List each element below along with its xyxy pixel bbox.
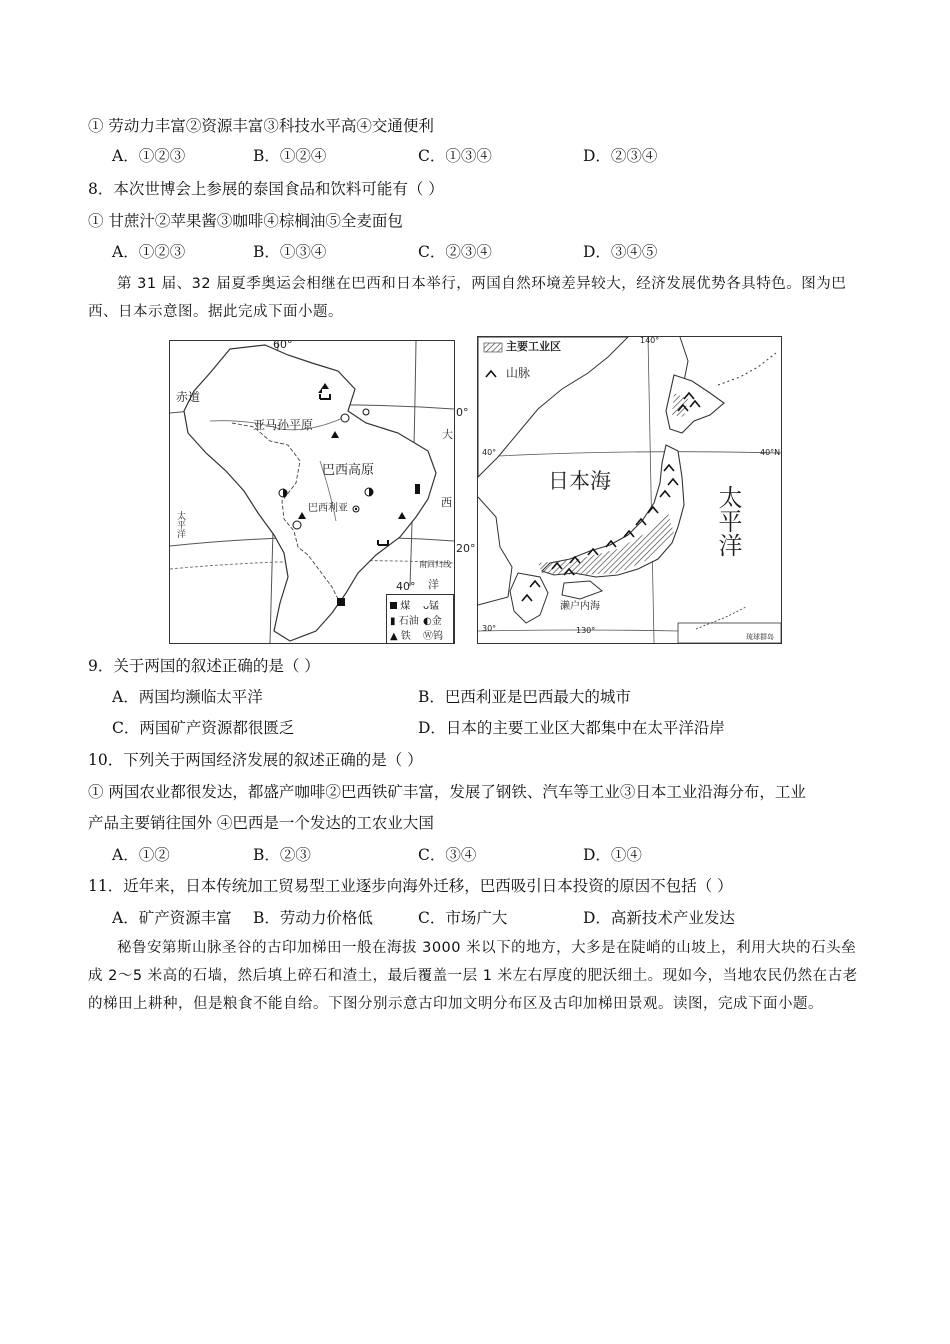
q7-option-c[interactable]: C．①③④ [418,147,492,165]
q10-option-a[interactable]: A．①② [112,846,170,864]
legend-iron: ▲ 铁 [390,631,411,642]
label-amazon-plain: 亚马孙平原 [253,418,314,432]
legend-industry-label: 主要工业区 [506,340,561,353]
q7-option-d[interactable]: D．②③④ [583,147,658,165]
q8-option-d[interactable]: D．③④⑤ [583,243,658,261]
q7-choices: ① 劳动力丰富②资源丰富③科技水平高④交通便利 [88,117,434,135]
q9-option-b[interactable]: B．巴西利亚是巴西最大的城市 [418,688,631,706]
lon140-line [648,337,654,643]
brazil-map [169,338,476,644]
label-xi: 西 [441,496,452,509]
shikoku-outline [562,581,602,599]
q9-option-d[interactable]: D．日本的主要工业区大都集中在太平洋沿岸 [418,719,725,737]
q10-choices-2: 产品主要销往国外 ④巴西是一个发达的工农业大国 [88,814,434,832]
q11-option-b[interactable]: B．劳动力价格低 [253,909,373,927]
legend-mountain-label: 山脉 [506,366,531,380]
legend-industry-swatch [484,343,502,352]
q11-option-d[interactable]: D．高新技术产业发达 [583,909,735,927]
q10-option-d[interactable]: D．①④ [583,846,642,864]
brazil-legend [386,594,454,644]
legend-gold: ◐金 [423,616,442,627]
label-ryukyu: 琉球群岛 [746,633,774,641]
label-lat40n: 40°N [760,448,781,457]
gold-symbol-3 [293,521,301,529]
intro-olympics: 第 31 届、32 届夏季奥运会相继在巴西和日本举行，两国自然环境差异较大，经济发展优势各具特色。图为巴西、日本示意图。据此完成下面小题。 [88,276,847,320]
tungsten-symbol-1 [341,414,349,422]
q9-stem: 9．关于两国的叙述正确的是（ ） [88,657,320,675]
legend-tungsten: Ⓦ钨 [423,631,443,642]
legend-oil: ▮ 石油 [390,616,419,627]
japan-map [477,336,782,644]
q8-stem: 8．本次世博会上参展的泰国食品和饮料可能有（ ） [88,180,444,198]
label-lon40: 40° [396,580,416,593]
q11-option-a[interactable]: A．矿产资源丰富 [112,909,232,927]
label-yang: 洋 [428,578,439,591]
label-brazil-plateau: 巴西高原 [322,463,375,478]
korea-coast [478,497,512,605]
label-brasilia: 巴西利亚 [308,503,348,514]
q11-option-c[interactable]: C．市场广大 [418,909,508,927]
kuril-islands [718,353,776,385]
q8-choices: ① 甘蔗汁②苹果酱③咖啡④棕榈油⑤全麦面包 [88,212,403,230]
label-lat30: 30° [482,624,497,633]
label-lon140: 140° [640,336,660,345]
lat40-line [478,452,781,457]
q11-stem: 11．近年来，日本传统加工贸易型工业逐步向海外迁移，巴西吸引日本投资的原因不包括（ ） [88,877,733,895]
q8-option-c[interactable]: C．②③④ [418,243,492,261]
q8-option-a[interactable]: A．①②③ [112,243,186,261]
q7-option-b[interactable]: B．①②④ [253,147,327,165]
q10-choices-1: ① 两国农业都很发达，都盛产咖啡②巴西铁矿丰富，发展了钢铁、汽车等工业③日本工业沿海分布，工业 [88,783,806,801]
q7-option-a[interactable]: A．①②③ [112,147,186,165]
label-da: 大 [442,428,453,441]
tungsten-symbol-2 [363,409,369,415]
coal-symbol [337,598,345,606]
q10-stem: 10．下列关于两国经济发展的叙述正确的是（ ） [88,751,423,769]
legend-coal: 煤 [390,597,410,612]
label-pacific-japan: 太平洋 [714,485,742,557]
label-tropic: 南回归线 [419,560,451,569]
q9-option-c[interactable]: C．两国矿产资源都很匮乏 [112,719,295,737]
label-lat20: 20° [456,542,476,555]
label-lat0: 0° [456,406,469,419]
label-lon130: 130° [576,626,596,635]
q8-option-b[interactable]: B．①③④ [253,243,327,261]
label-lat40: 40° [482,448,497,457]
q10-option-b[interactable]: B．②③ [253,846,311,864]
q10-option-c[interactable]: C．③④ [418,846,477,864]
label-equator: 赤道 [176,390,201,404]
legend-manganese: ᴗ锰 [423,601,440,612]
label-pacific-brazil: 太平洋 [175,511,185,538]
oil-symbol [415,484,420,494]
label-sea-of-japan: 日本海 [548,469,611,493]
intro-inca-terraces: 秘鲁安第斯山脉圣谷的古印加梯田一般在海拔 3000 米以下的地方，大多是在陡峭的山坡上，利用大块的石头垒成 2～5 米高的石墙，然后填上碎石和渣土，最后覆盖一层 1 米左右厚度的肥沃细土。现如今，当地农民仍然在古老的梯田上耕种，但是粮食不能自给。下图分别示意古印加文明分布区及古印加梯田景观。读图，完成下面小题。 [88,940,858,1012]
label-inland-sea: 濑户内海 [560,601,600,612]
q9-option-a[interactable]: A．两国均濒临太平洋 [112,688,263,706]
label-lon60: 60° [273,338,293,351]
